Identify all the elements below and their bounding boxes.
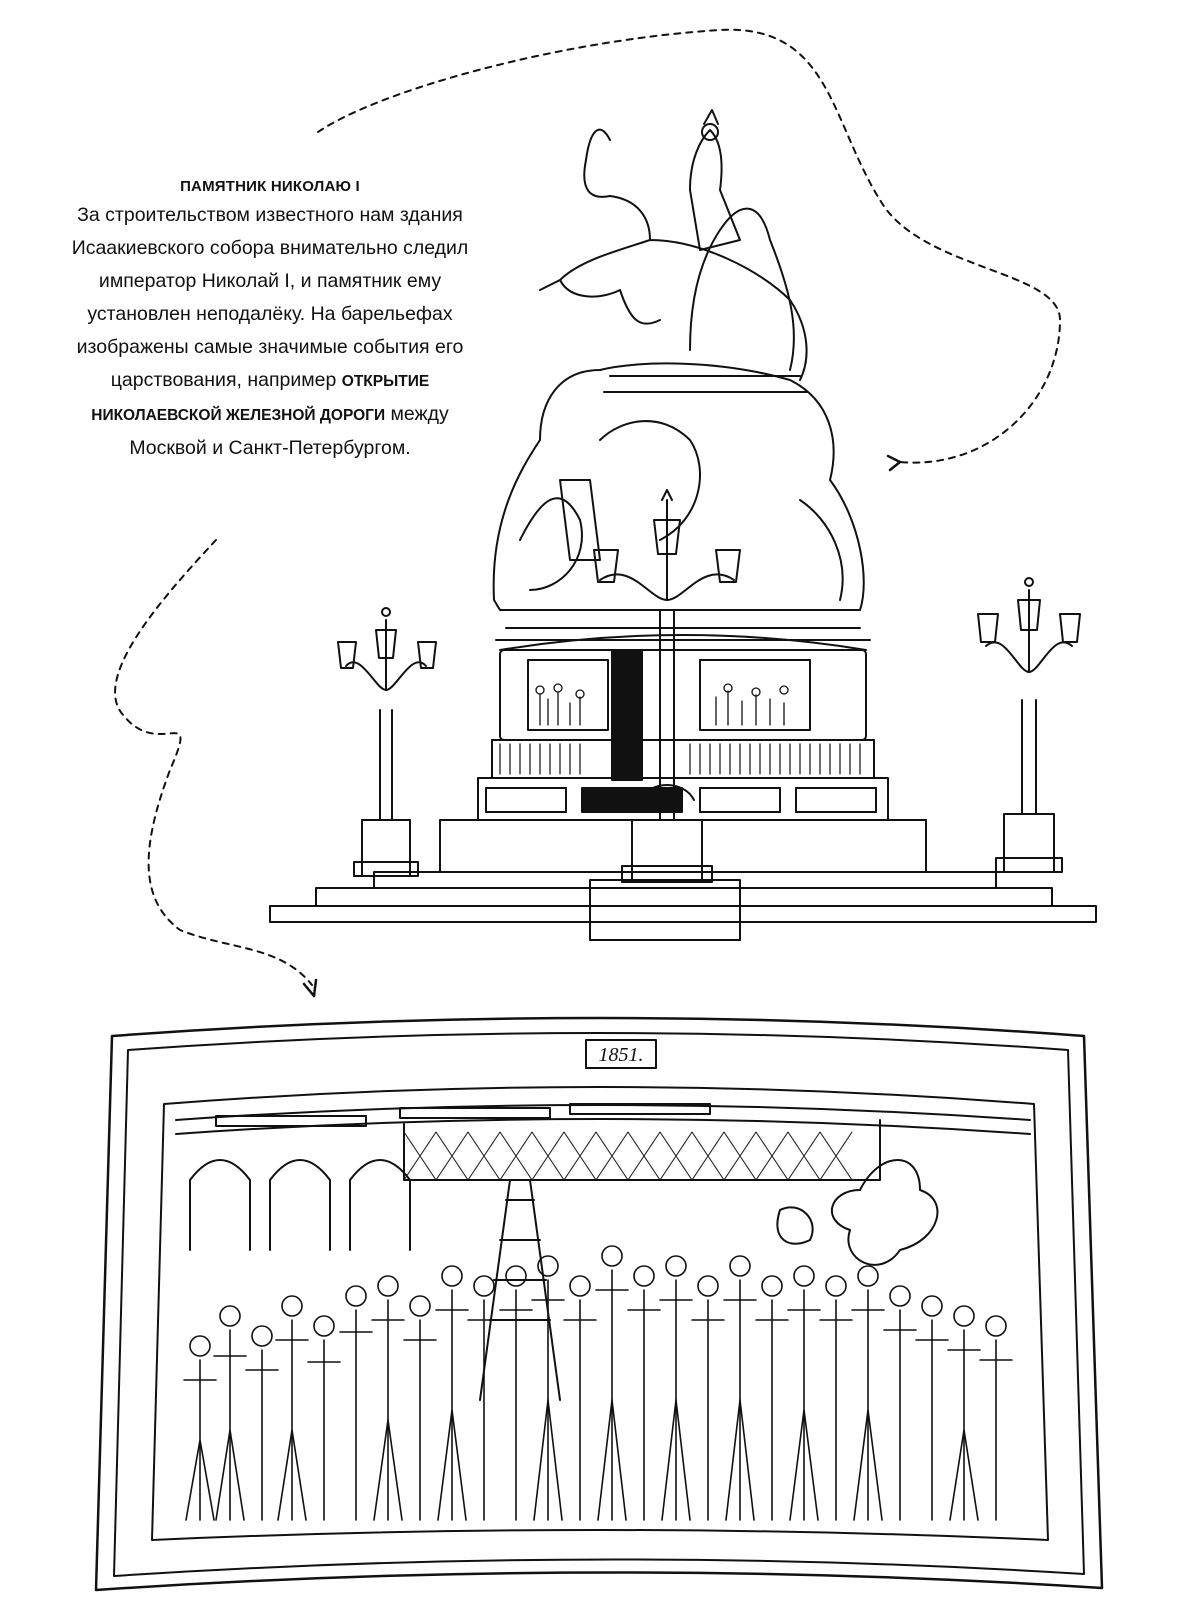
caption-highlight: ОТКРЫТИЕ НИКОЛАЕВСКОЙ ЖЕЛЕЗНОЙ ДОРОГИ bbox=[91, 373, 430, 424]
arrow-head-top bbox=[888, 456, 900, 470]
caption-text-part2: между Москвой и Санкт-Петербургом. bbox=[129, 403, 449, 459]
lamp-post-right bbox=[978, 578, 1080, 872]
lamp-post-left bbox=[338, 608, 436, 876]
bas-relief-panel bbox=[96, 1018, 1102, 1590]
dashed-arrow-top bbox=[318, 30, 1060, 463]
caption-title: ПАМЯТНИК НИКОЛАЮ I bbox=[180, 178, 360, 195]
relief-crowd bbox=[184, 1246, 1012, 1520]
dashed-arrow-left bbox=[115, 540, 312, 985]
relief-year-plaque: 1851. bbox=[598, 1044, 644, 1066]
caption-text-part1: За строительством известного нам здания Исаакиевского собора внимательно следил император Николай I, и памятник ему установлен неподалёку. На барельефах изображены самые значимые события его царствования, например bbox=[71, 204, 469, 391]
monument bbox=[270, 110, 1096, 940]
